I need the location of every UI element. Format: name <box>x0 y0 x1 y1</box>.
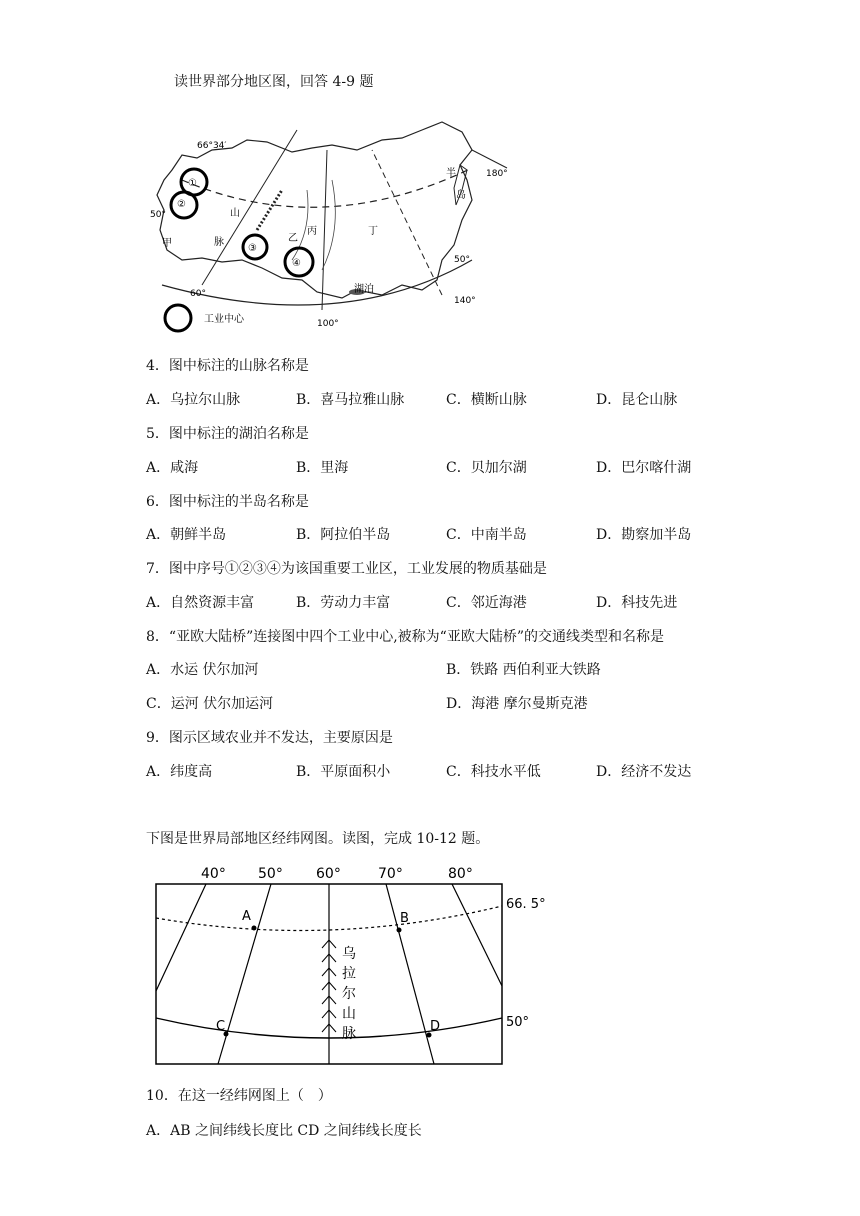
question-8: 8．“亚欧大陆桥”连接图中四个工业中心,被称为“亚欧大陆桥”的交通线类型和名称是 <box>146 629 664 645</box>
q7-option-a[interactable]: A．自然资源丰富 <box>146 595 255 611</box>
label-shan: 山 <box>230 208 240 219</box>
q7-option-b[interactable]: B．劳动力丰富 <box>296 595 391 611</box>
question-4: 4．图中标注的山脉名称是 <box>146 358 309 374</box>
label-circle-1: ① <box>188 178 197 189</box>
q9-option-d[interactable]: D．经济不发达 <box>596 764 692 780</box>
point-a <box>252 926 257 931</box>
label-circle-2: ② <box>177 199 186 210</box>
label-dao: 岛 <box>456 190 466 201</box>
mountain-char-2: 拉 <box>342 966 356 982</box>
lon-70: 70° <box>378 866 403 882</box>
russia-region-map <box>142 110 522 340</box>
label-lat66: 66°34′ <box>197 141 227 151</box>
question-9: 9．图示区域农业并不发达，主要原因是 <box>146 730 393 746</box>
label-yi: 乙 <box>288 233 298 244</box>
label-lat50e: 50° <box>454 255 470 265</box>
label-ban: 半 <box>446 168 456 179</box>
label-lon100: 100° <box>317 319 339 329</box>
intro-text-1: 读世界部分地区图，回答 4-9 题 <box>174 74 374 90</box>
q8-option-c[interactable]: C．运河 伏尔加运河 <box>146 696 274 712</box>
q8-option-b[interactable]: B．铁路 西伯利亚大铁路 <box>446 662 601 678</box>
question-6: 6．图中标注的半岛名称是 <box>146 494 309 510</box>
q8-option-a[interactable]: A．水运 伏尔加河 <box>146 662 259 678</box>
label-a: A <box>242 909 251 924</box>
label-jia: 甲 <box>162 238 172 249</box>
mountain-char-1: 乌 <box>342 946 356 962</box>
q6-option-c[interactable]: C．中南半岛 <box>446 527 527 543</box>
q9-option-b[interactable]: B．平原面积小 <box>296 764 391 780</box>
legend-circle <box>165 305 191 331</box>
question-5: 5．图中标注的湖泊名称是 <box>146 426 309 442</box>
legend-label: 工业中心 <box>204 314 244 325</box>
q5-option-b[interactable]: B．里海 <box>296 460 349 476</box>
question-10: 10．在这一经纬网图上（ ） <box>146 1088 332 1104</box>
question-7: 7．图中序号①②③④为该国重要工业区，工业发展的物质基础是 <box>146 561 547 577</box>
q7-option-d[interactable]: D．科技先进 <box>596 595 678 611</box>
label-lon60: 60° <box>190 289 206 299</box>
q10-option-a[interactable]: A．AB 之间纬线长度比 CD 之间纬线长度长 <box>146 1123 422 1139</box>
q5-option-c[interactable]: C．贝加尔湖 <box>446 460 527 476</box>
label-c: C <box>216 1019 226 1034</box>
label-mai: 脉 <box>214 237 224 248</box>
q6-option-b[interactable]: B．阿拉伯半岛 <box>296 527 391 543</box>
label-lon140: 140° <box>454 296 476 306</box>
q4-option-c[interactable]: C．横断山脉 <box>446 392 527 408</box>
label-lat50: 50° <box>150 210 166 220</box>
label-circle-4: ④ <box>292 258 301 269</box>
lon-40: 40° <box>201 866 226 882</box>
q4-option-d[interactable]: D．昆仑山脉 <box>596 392 678 408</box>
point-b <box>397 928 402 933</box>
q8-option-d[interactable]: D．海港 摩尔曼斯克港 <box>446 696 588 712</box>
label-bing: 丙 <box>307 226 317 237</box>
lat-66-label: 66. 5° <box>506 897 546 912</box>
q7-option-c[interactable]: C．邻近海港 <box>446 595 527 611</box>
mountain-char-5: 脉 <box>342 1026 356 1042</box>
lat-50-arc <box>162 260 472 305</box>
q6-option-d[interactable]: D．勘察加半岛 <box>596 527 692 543</box>
lat-50-label: 50° <box>506 1015 530 1030</box>
label-b: B <box>400 911 409 926</box>
label-d: D <box>430 1019 441 1034</box>
label-lon180: 180° <box>486 169 508 179</box>
mountain-char-4: 山 <box>342 1006 356 1022</box>
q5-option-a[interactable]: A．咸海 <box>146 460 199 476</box>
lon-80: 80° <box>448 866 473 882</box>
q5-option-d[interactable]: D．巴尔喀什湖 <box>596 460 692 476</box>
q9-option-a[interactable]: A．纬度高 <box>146 764 213 780</box>
label-hubo: 湖泊 <box>354 284 374 295</box>
q4-option-b[interactable]: B．喜马拉雅山脉 <box>296 392 405 408</box>
label-circle-3: ③ <box>248 243 257 254</box>
mountain-char-3: 尔 <box>342 986 356 1002</box>
lon-50: 50° <box>258 866 283 882</box>
arctic-circle <box>182 168 472 207</box>
lon-60: 60° <box>316 866 341 882</box>
label-ding: 丁 <box>368 226 378 237</box>
graticule-map <box>146 858 566 1078</box>
intro-text-2: 下图是世界局部地区经纬网图。读图，完成 10-12 题。 <box>146 831 490 847</box>
q9-option-c[interactable]: C．科技水平低 <box>446 764 541 780</box>
q6-option-a[interactable]: A．朝鲜半岛 <box>146 527 227 543</box>
q4-option-a[interactable]: A．乌拉尔山脉 <box>146 392 241 408</box>
